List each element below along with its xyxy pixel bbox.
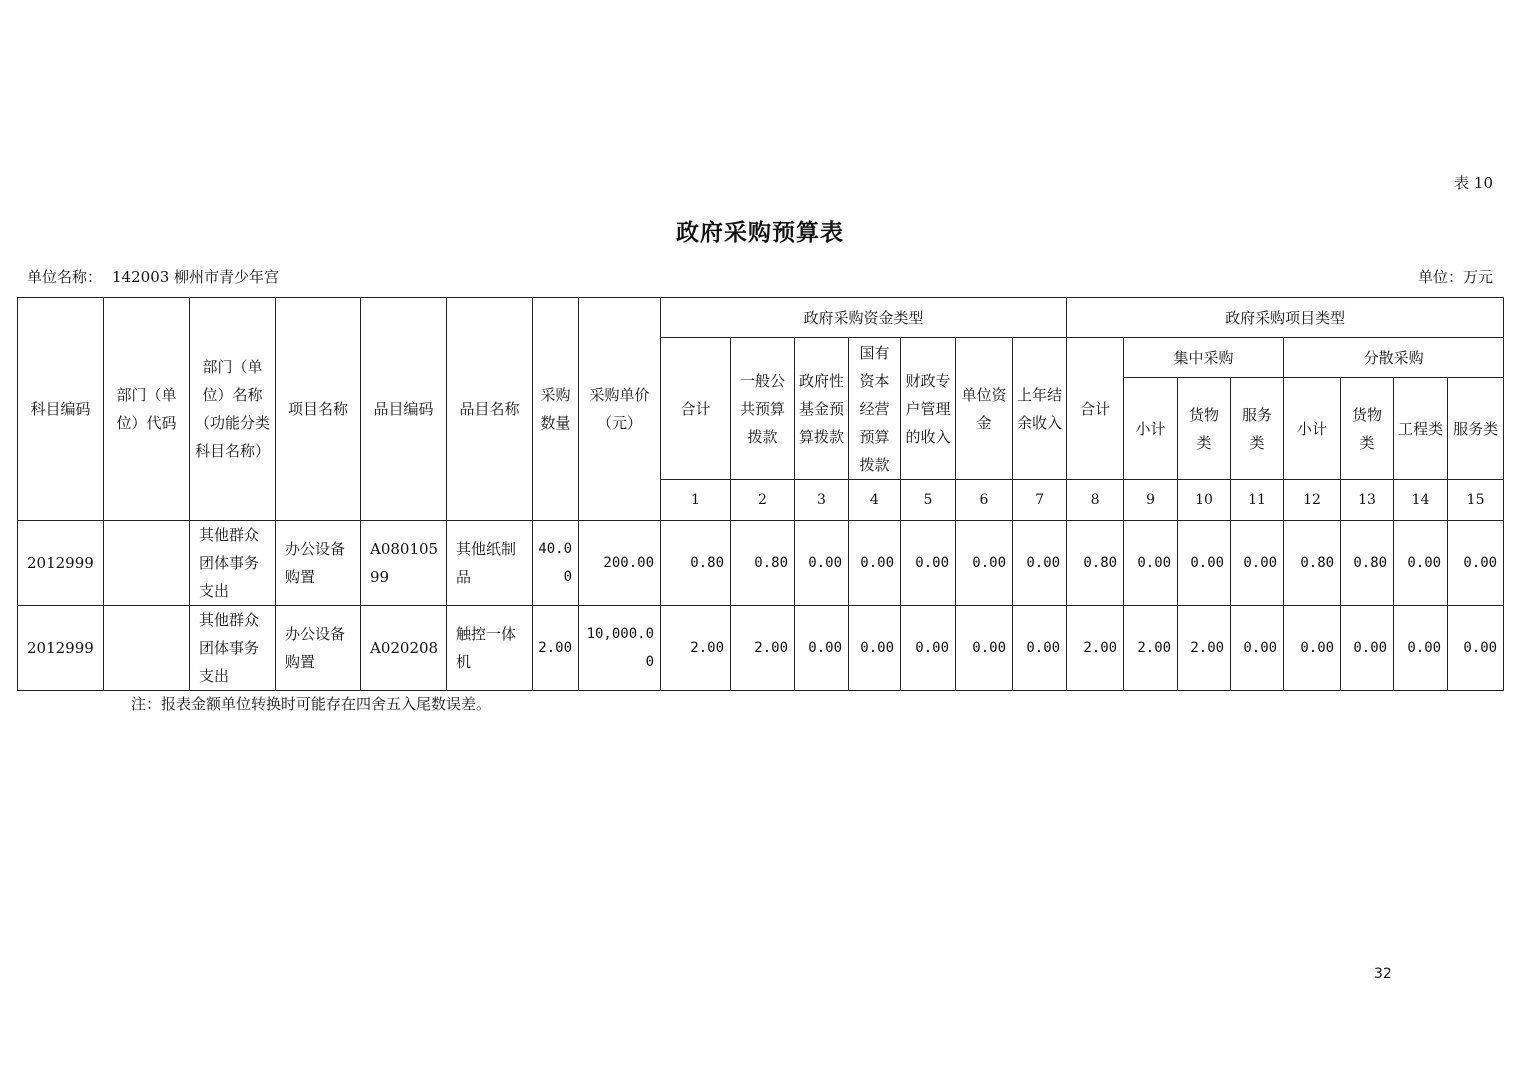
cell-value: 0.00 [1178, 521, 1231, 606]
header-subject-code: 科目编码 [18, 298, 104, 521]
unit-name-value: 142003 柳州市青少年宫 [112, 268, 280, 286]
cell-project-name: 办公设备购置 [276, 606, 361, 691]
cell-value: 0.00 [1231, 521, 1284, 606]
column-number: 10 [1178, 480, 1231, 521]
cell-value: 0.00 [1394, 521, 1448, 606]
header-project-type: 政府采购项目类型 [1067, 298, 1504, 338]
header-d-services: 服务类 [1448, 378, 1504, 480]
header-unit-fund: 单位资金 [956, 338, 1013, 480]
page-number: 32 [1374, 966, 1392, 982]
header-c-services: 服务类 [1231, 378, 1284, 480]
cell-value: 0.80 [1341, 521, 1394, 606]
table-row [18, 521, 1504, 606]
cell-value: 0.00 [795, 521, 849, 606]
cell-value: 2.00 [1067, 606, 1124, 691]
column-number: 13 [1341, 480, 1394, 521]
column-number: 9 [1124, 480, 1178, 521]
cell-project-name: 办公设备购置 [276, 521, 361, 606]
cell-value: 0.80 [1284, 521, 1341, 606]
cell-dept-code [104, 606, 190, 691]
header-d-subtotal: 小计 [1284, 378, 1341, 480]
cell-value: 0.00 [956, 521, 1013, 606]
header-fund-type: 政府采购资金类型 [661, 298, 1067, 338]
unit-name [27, 266, 279, 287]
header-item-code: 品目编码 [361, 298, 447, 521]
page-title: 政府采购预算表 [676, 219, 844, 246]
column-number: 1 [661, 480, 731, 521]
cell-item-code: A020208 [361, 606, 447, 691]
cell-value: 0.00 [795, 606, 849, 691]
cell-unit-price: 200.00 [579, 521, 661, 606]
cell-value: 0.00 [1394, 606, 1448, 691]
header-c-subtotal: 小计 [1124, 378, 1178, 480]
header-item-name: 品目名称 [447, 298, 533, 521]
column-number: 5 [901, 480, 956, 521]
header-state-capital: 国有资本经营预算拨款 [849, 338, 901, 480]
cell-value: 0.00 [1284, 606, 1341, 691]
header-general-budget: 一般公共预算拨款 [731, 338, 795, 480]
header-c-goods: 货物类 [1178, 378, 1231, 480]
header-dept-code: 部门（单位）代码 [104, 298, 190, 521]
header-proj-total: 合计 [1067, 338, 1124, 480]
column-number: 8 [1067, 480, 1124, 521]
cell-value: 0.00 [1448, 521, 1504, 606]
header-d-works: 工程类 [1394, 378, 1448, 480]
cell-value: 0.00 [849, 521, 901, 606]
header-project-name: 项目名称 [276, 298, 361, 521]
footnote: 注：报表金额单位转换时可能存在四舍五入尾数误差。 [131, 695, 492, 713]
cell-value: 0.80 [661, 521, 731, 606]
currency-unit: 单位：万元 [1417, 268, 1493, 286]
cell-subject-code: 2012999 [18, 521, 104, 606]
table-number: 表 10 [1454, 174, 1493, 192]
procurement-budget-table [17, 297, 1504, 691]
cell-item-name: 触控一体机 [447, 606, 533, 691]
header-fund-total: 合计 [661, 338, 731, 480]
cell-quantity: 40.00 [533, 521, 579, 606]
cell-dept-code [104, 521, 190, 606]
cell-value: 0.80 [1067, 521, 1124, 606]
cell-item-name: 其他纸制品 [447, 521, 533, 606]
cell-value: 2.00 [1124, 606, 1178, 691]
cell-value: 2.00 [731, 606, 795, 691]
cell-value: 0.00 [1013, 521, 1067, 606]
cell-quantity: 2.00 [533, 606, 579, 691]
column-number: 3 [795, 480, 849, 521]
header-last-year: 上年结余收入 [1013, 338, 1067, 480]
header-dept-name: 部门（单位）名称（功能分类科目名称） [190, 298, 276, 521]
column-number: 7 [1013, 480, 1067, 521]
header-special-account: 财政专户管理的收入 [901, 338, 956, 480]
cell-value: 2.00 [661, 606, 731, 691]
cell-unit-price: 10,000.00 [579, 606, 661, 691]
header-centralized: 集中采购 [1124, 338, 1284, 378]
cell-value: 0.00 [849, 606, 901, 691]
cell-value: 0.00 [956, 606, 1013, 691]
cell-value: 0.00 [1341, 606, 1394, 691]
table-row [18, 606, 1504, 691]
cell-value: 2.00 [1178, 606, 1231, 691]
unit-name-label: 单位名称： [27, 268, 103, 286]
header-dispersed: 分散采购 [1284, 338, 1504, 378]
cell-value: 0.00 [1124, 521, 1178, 606]
column-number: 4 [849, 480, 901, 521]
cell-dept-name: 其他群众团体事务支出 [190, 521, 276, 606]
header-quantity: 采购数量 [533, 298, 579, 521]
column-number: 15 [1448, 480, 1504, 521]
column-number: 14 [1394, 480, 1448, 521]
cell-value: 0.00 [1448, 606, 1504, 691]
cell-subject-code: 2012999 [18, 606, 104, 691]
cell-item-code: A08010599 [361, 521, 447, 606]
cell-value: 0.00 [901, 606, 956, 691]
cell-value: 0.00 [1231, 606, 1284, 691]
column-number: 12 [1284, 480, 1341, 521]
header-gov-fund: 政府性基金预算拨款 [795, 338, 849, 480]
cell-value: 0.00 [901, 521, 956, 606]
cell-value: 0.80 [731, 521, 795, 606]
cell-dept-name: 其他群众团体事务支出 [190, 606, 276, 691]
cell-value: 0.00 [1013, 606, 1067, 691]
header-d-goods: 货物类 [1341, 378, 1394, 480]
column-number: 2 [731, 480, 795, 521]
column-number: 6 [956, 480, 1013, 521]
header-unit-price: 采购单价（元） [579, 298, 661, 521]
column-number: 11 [1231, 480, 1284, 521]
